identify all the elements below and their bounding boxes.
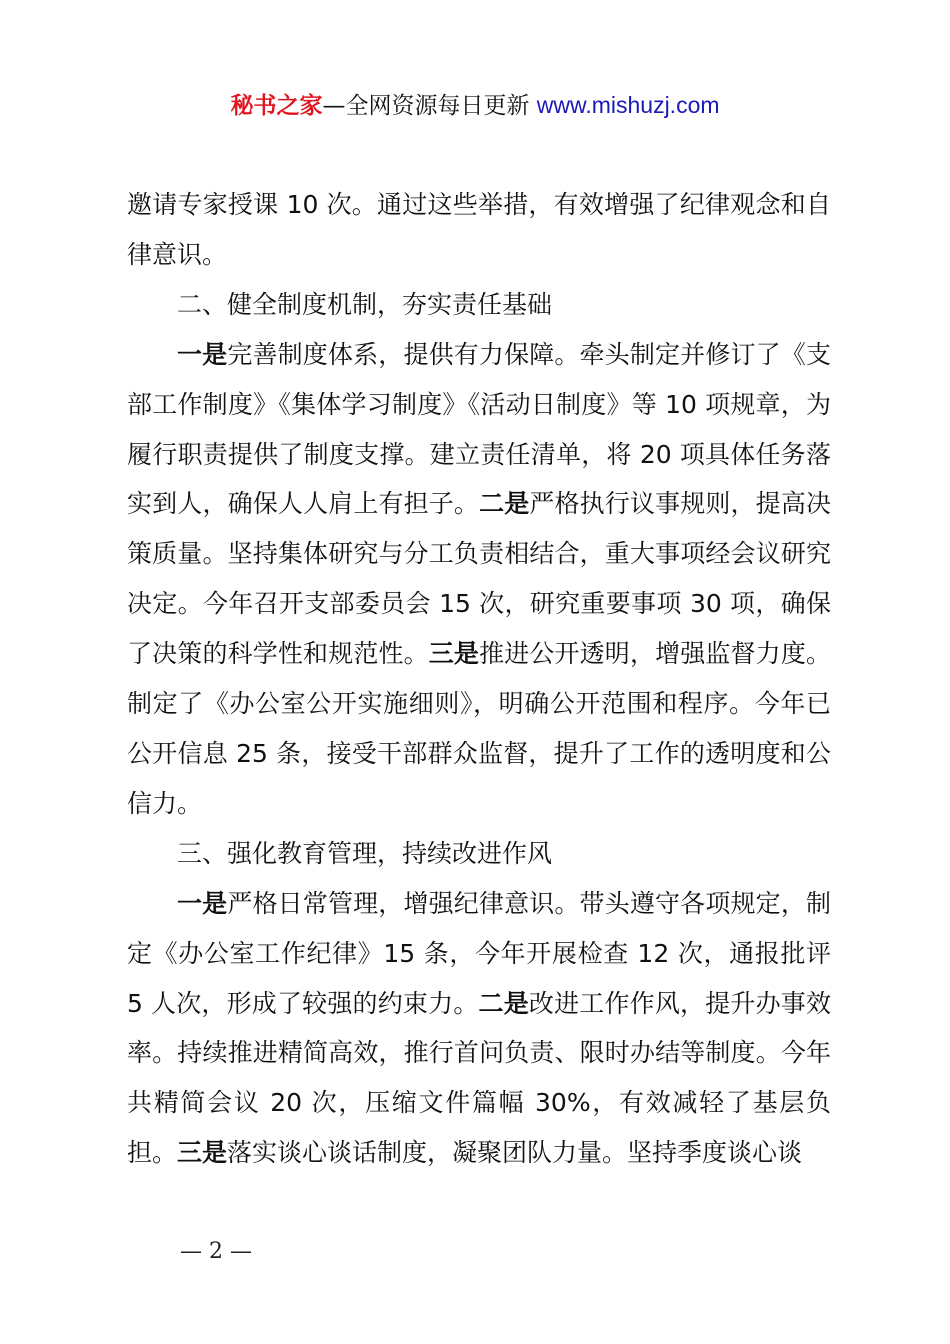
site-header bbox=[0, 88, 950, 123]
paragraph-section-3 bbox=[127, 879, 831, 1178]
lead-marker: 一是 bbox=[177, 888, 228, 918]
section-heading-3: 三、强化教育管理，持续改进作风 bbox=[177, 838, 553, 868]
paragraph-text: 完善制度体系，提供有力保障。牵头制定并修订了《支部工作制度》《集体学习制度》《活动日制度》等 10 项规章，为履行职责提供了制度支撑。建立责任清单，将 20 项具体任务落实到人，确保人人肩上有担子。 bbox=[127, 339, 831, 519]
lead-marker: 三是 bbox=[428, 639, 480, 669]
lead-marker: 二是 bbox=[479, 489, 530, 519]
header-tagline: —全网资源每日更新 bbox=[322, 93, 537, 119]
paragraph-text: 严格执行议事规则，提高决策质量。坚持集体研究与分工负责相结合，重大事项经会议研究决定。今年召开支部委员会 15 次，研究重要事项 30 项，确保了决策的科学性和规范性。 bbox=[127, 489, 831, 669]
lead-marker: 三是 bbox=[177, 1138, 228, 1168]
paragraph-text: 改进工作作风，提升办事效率。持续推进精简高效，推行首问负责、限时办结等制度。今年共精简会议 20 次，压缩文件篇幅 30%，有效减轻了基层负担。 bbox=[127, 988, 831, 1168]
brand-name: 秘书之家 bbox=[230, 93, 323, 119]
lead-marker: 二是 bbox=[478, 988, 529, 1018]
page-number: — 2 — bbox=[180, 1239, 252, 1264]
paragraph-text: 推进公开透明，增强监督力度。制定了《办公室公开实施细则》，明确公开范围和程序。今年已公开信息 25 条，接受干部群众监督，提升了工作的透明度和公信力。 bbox=[127, 639, 831, 818]
paragraph-text: 严格日常管理，增强纪律意识。带头遵守各项规定，制定《办公室工作纪律》15 条，今年开展检查 12 次，通报批评 5 人次，形成了较强的约束力。 bbox=[127, 888, 831, 1018]
document-body bbox=[127, 180, 831, 1178]
site-url-link[interactable]: www.mishuzj.com bbox=[536, 92, 720, 118]
paragraph-continued: 邀请专家授课 10 次。通过这些举措，有效增强了纪律观念和自律意识。 bbox=[127, 190, 831, 269]
paragraph-text: 落实谈心谈话制度，凝聚团队力量。坚持季度谈心谈 bbox=[227, 1138, 803, 1168]
paragraph-section-2 bbox=[127, 330, 831, 829]
lead-marker: 一是 bbox=[177, 339, 228, 369]
section-heading-2: 二、健全制度机制，夯实责任基础 bbox=[177, 289, 553, 319]
